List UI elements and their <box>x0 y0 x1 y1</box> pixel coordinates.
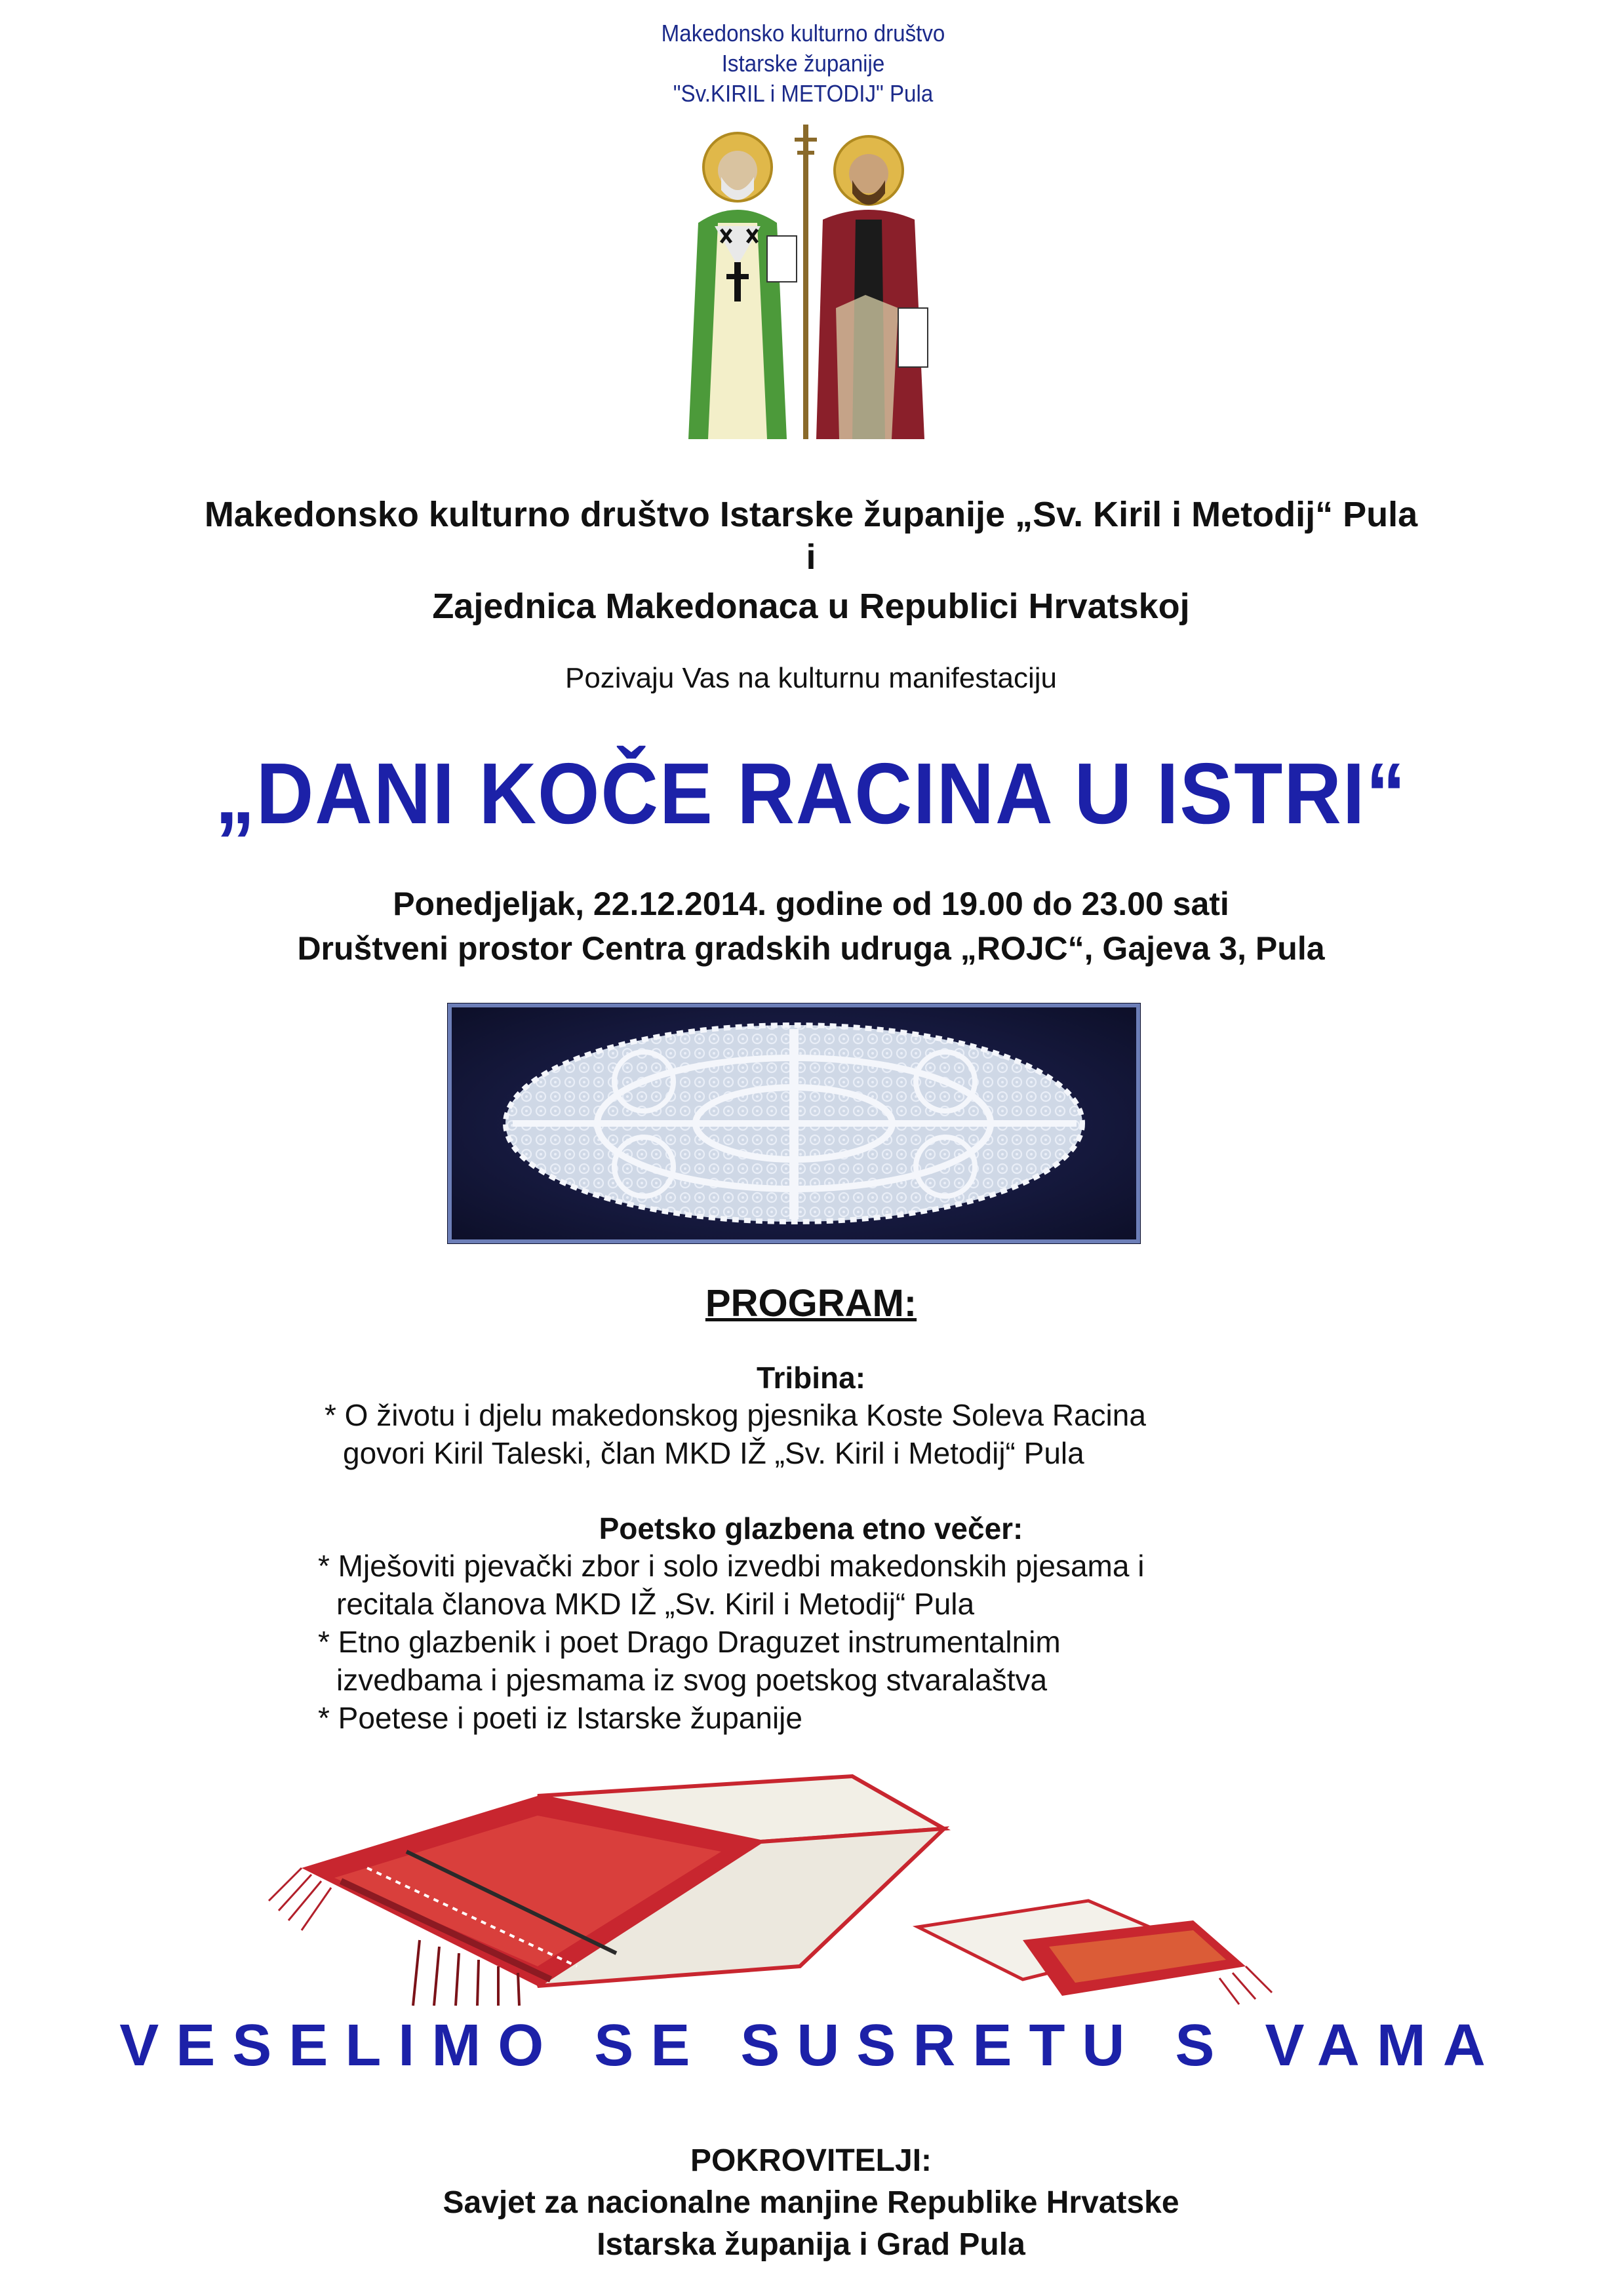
lace-doily-image <box>447 1003 1141 1244</box>
evening-heading: Poetsko glazbena etno večer: <box>599 1511 1023 1546</box>
event-title: „DANI KOČE RACINA U ISTRI“ <box>215 745 1407 842</box>
list-item: izvedbama i pjesmama iz svog poetskog stvaralaštva <box>336 1663 1048 1697</box>
society-logo-text <box>590 18 1016 109</box>
event-place-line: Društveni prostor Centra gradskih udruga „ROJC“, Gajeva 3, Pula <box>297 930 1325 967</box>
invitation-text: Pozivaju Vas na kulturnu manifestaciju <box>564 662 1058 694</box>
list-item: recitala članova MKD IŽ „Sv. Kiril i Metodij“ Pula <box>336 1587 975 1621</box>
organizer-line-2: Zajednica Makedonaca u Republici Hrvatskoj <box>432 587 1190 626</box>
event-date-line: Ponedjeljak, 22.12.2014. godine od 19.00 do 23.00 sati <box>393 885 1229 922</box>
tribina-heading: Tribina: <box>756 1361 866 1395</box>
tribina-list <box>325 1396 1308 1472</box>
sponsors-block <box>98 2140 1524 2266</box>
sponsors-line-1: Savjet za nacionalne manjine Republike Hrvatske <box>443 2185 1179 2220</box>
logo-line-1: Makedonsko kulturno društvo <box>661 20 945 47</box>
logo-line-2: Istarske županije <box>721 50 885 77</box>
motto-text: VESELIMO SE SUSRETU S VAMA <box>119 2013 1503 2078</box>
organizer-conjunction: i <box>806 537 816 577</box>
event-time-place <box>98 882 1524 971</box>
list-item: * Mješoviti pjevački zbor i solo izvedbi makedonskih pjesama i <box>318 1549 1145 1583</box>
list-item: * Poetese i poeti iz Istarske županije <box>318 1701 802 1735</box>
embroidered-towels-image <box>262 1770 1311 2012</box>
organizer-line-1: Makedonsko kulturno društvo Istarske županije „Sv. Kiril i Metodij“ Pula <box>204 495 1418 534</box>
sponsors-line-2: Istarska županija i Grad Pula <box>597 2227 1025 2262</box>
program-heading: PROGRAM: <box>705 1282 917 1325</box>
logo-line-3: "Sv.KIRIL i METODIJ" Pula <box>673 80 934 107</box>
evening-list <box>318 1547 1367 1737</box>
sponsors-heading: POKROVITELJI: <box>690 2143 932 2178</box>
list-item: * O životu i djelu makedonskog pjesnika Koste Soleva Racina <box>325 1398 1146 1432</box>
list-item: govori Kiril Taleski, član MKD IŽ „Sv. Kiril i Metodij“ Pula <box>343 1436 1084 1470</box>
list-item: * Etno glazbenik i poet Drago Draguzet instrumentalnim <box>318 1625 1061 1659</box>
saints-icon-illustration <box>669 111 944 452</box>
